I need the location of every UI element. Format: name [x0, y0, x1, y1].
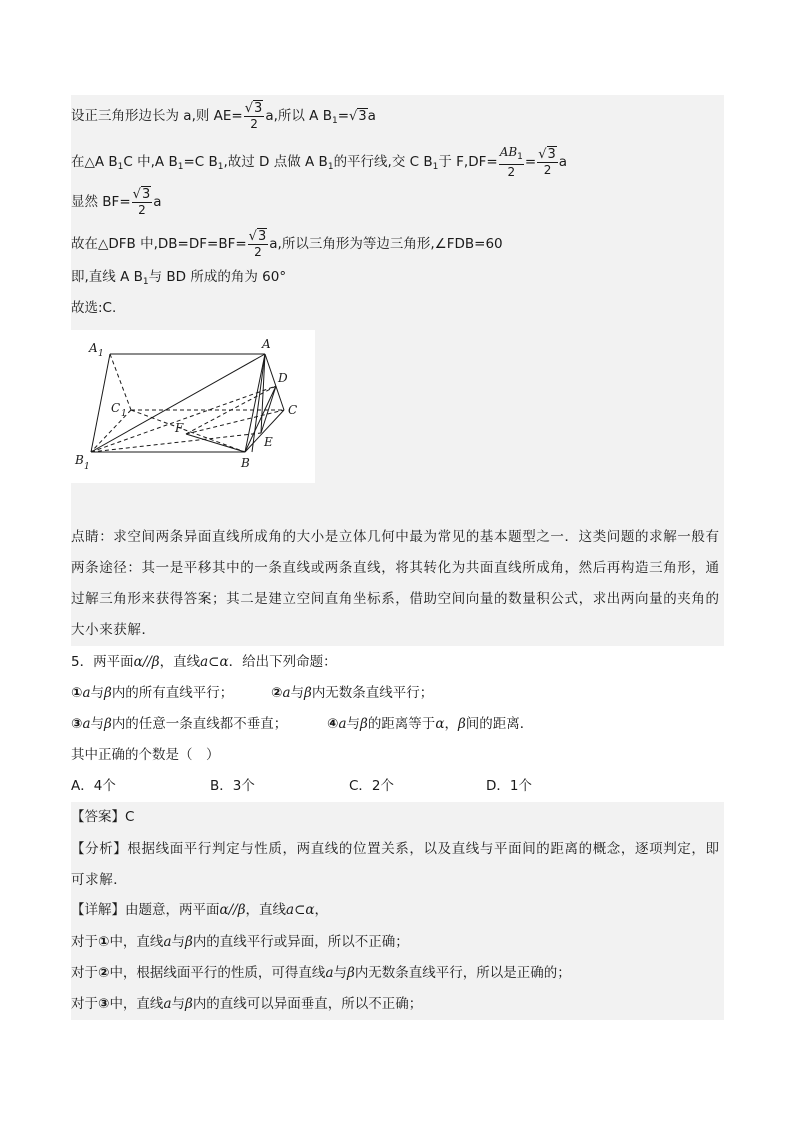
solution-line-5: 即,直线 A $B_1$与 BD 所成的角为 60°	[71, 269, 287, 287]
label-A1-sub: 1	[98, 349, 104, 359]
label-A: A	[262, 337, 271, 351]
proposition-3: ③a与β内的任意一条直线都不垂直；	[71, 716, 288, 732]
detail-line: 【详解】由题意，两平面α//β，直线a⊂α，	[71, 902, 329, 918]
label-B1: B	[75, 453, 84, 467]
option-d: D．1个	[486, 778, 532, 794]
option-b: B．3个	[210, 778, 255, 794]
analysis-paragraph: 【分析】根据线面平行判定与性质，两直线的位置关系，以及直线与平面间的距离的概念，逐项判定，即可求解．	[71, 841, 720, 888]
propositions-row-2	[71, 714, 534, 734]
label-A1: A	[89, 341, 98, 355]
answer-line: 【答案】C	[71, 809, 135, 825]
remark-paragraph: 点睛：求空间两条异面直线所成角的大小是立体几何中最为常见的基本题型之一．这类问题的求解一般有两条途径：其一是平移其中的一条直线或两条直线，将其转化为共面直线所成角，然后再构造三角形，通过解三角形来获得答案；其二是建立空间直角坐标系，借助空间向量的数量积公式，求出两向量的夹角的大小来获解．	[71, 529, 720, 638]
label-C1: C	[111, 401, 121, 415]
proposition-1: ①a与β内的所有直线平行；	[71, 685, 234, 701]
prism-diagram	[71, 330, 315, 483]
label-E: E	[264, 435, 273, 449]
option-a: A．4个	[71, 778, 116, 794]
question-5-stem: 5．两平面α//β，直线a⊂α．给出下列命题：	[71, 654, 337, 670]
question-5-ask: 其中正确的个数是（ ）	[71, 747, 220, 763]
edge-A1-B1	[91, 354, 110, 452]
solution-line-2: 在△A $B_1C$ 中,A $B_1=C$ $B_1$,故过 D 点做 A $B_1$的平行线,交 C $B_1$于 F,DF= $\frac{AB_1}{2}$ = $\frac{√3}{2}$ a	[71, 145, 568, 179]
label-D: D	[278, 371, 288, 385]
option-c: C．2个	[349, 778, 395, 794]
detail-item-1: 对于①中，直线a与β内的直线平行或异面，所以不正确；	[71, 934, 409, 950]
fraction: $\frac{AB_1}{2}$	[499, 145, 523, 179]
edge-B-F	[186, 434, 245, 452]
solution-line-1: 设正三角形边长为 a,则 AE= $\frac{√3}{2}$ a,所以 A $B_1=√3a$	[71, 101, 376, 131]
label-B: B	[241, 456, 250, 470]
solution-conclusion: 故选:C.	[71, 300, 117, 316]
edge-A-B	[245, 354, 265, 452]
label-C1-sub: 1	[121, 409, 127, 419]
fraction: $\frac{√3}{2}$	[248, 229, 267, 259]
detail-item-2: 对于②中，根据线面平行的性质，可得直线a与β内无数条直线平行，所以是正确的；	[71, 965, 571, 981]
hidden-F-C	[186, 410, 284, 434]
fraction: $\frac{√3}{2}$	[538, 147, 556, 177]
label-B1-sub: 1	[84, 462, 90, 472]
fraction: $\frac{√3}{2}$	[244, 101, 263, 131]
prism-figure	[71, 330, 315, 483]
label-C: C	[288, 403, 298, 417]
label-F: F	[175, 421, 184, 435]
solution-line-3: 显然 BF= $\frac{√3}{2}$ a	[71, 187, 162, 217]
solution-line-4: 故在△DFB 中,DB=DF=BF= $\frac{√3}{2}$ a,所以三角形为等边三角形,∠FDB=60	[71, 229, 503, 259]
proposition-4: ④a与β的距离等于α，β间的距离．	[327, 716, 534, 732]
detail-item-3: 对于③中，直线a与β内的直线可以异面垂直，所以不正确；	[71, 996, 423, 1012]
propositions-row-1	[71, 683, 434, 703]
proposition-2: ②a与β内无数条直线平行；	[271, 685, 434, 701]
fraction: $\frac{√3}{2}$	[132, 187, 151, 217]
